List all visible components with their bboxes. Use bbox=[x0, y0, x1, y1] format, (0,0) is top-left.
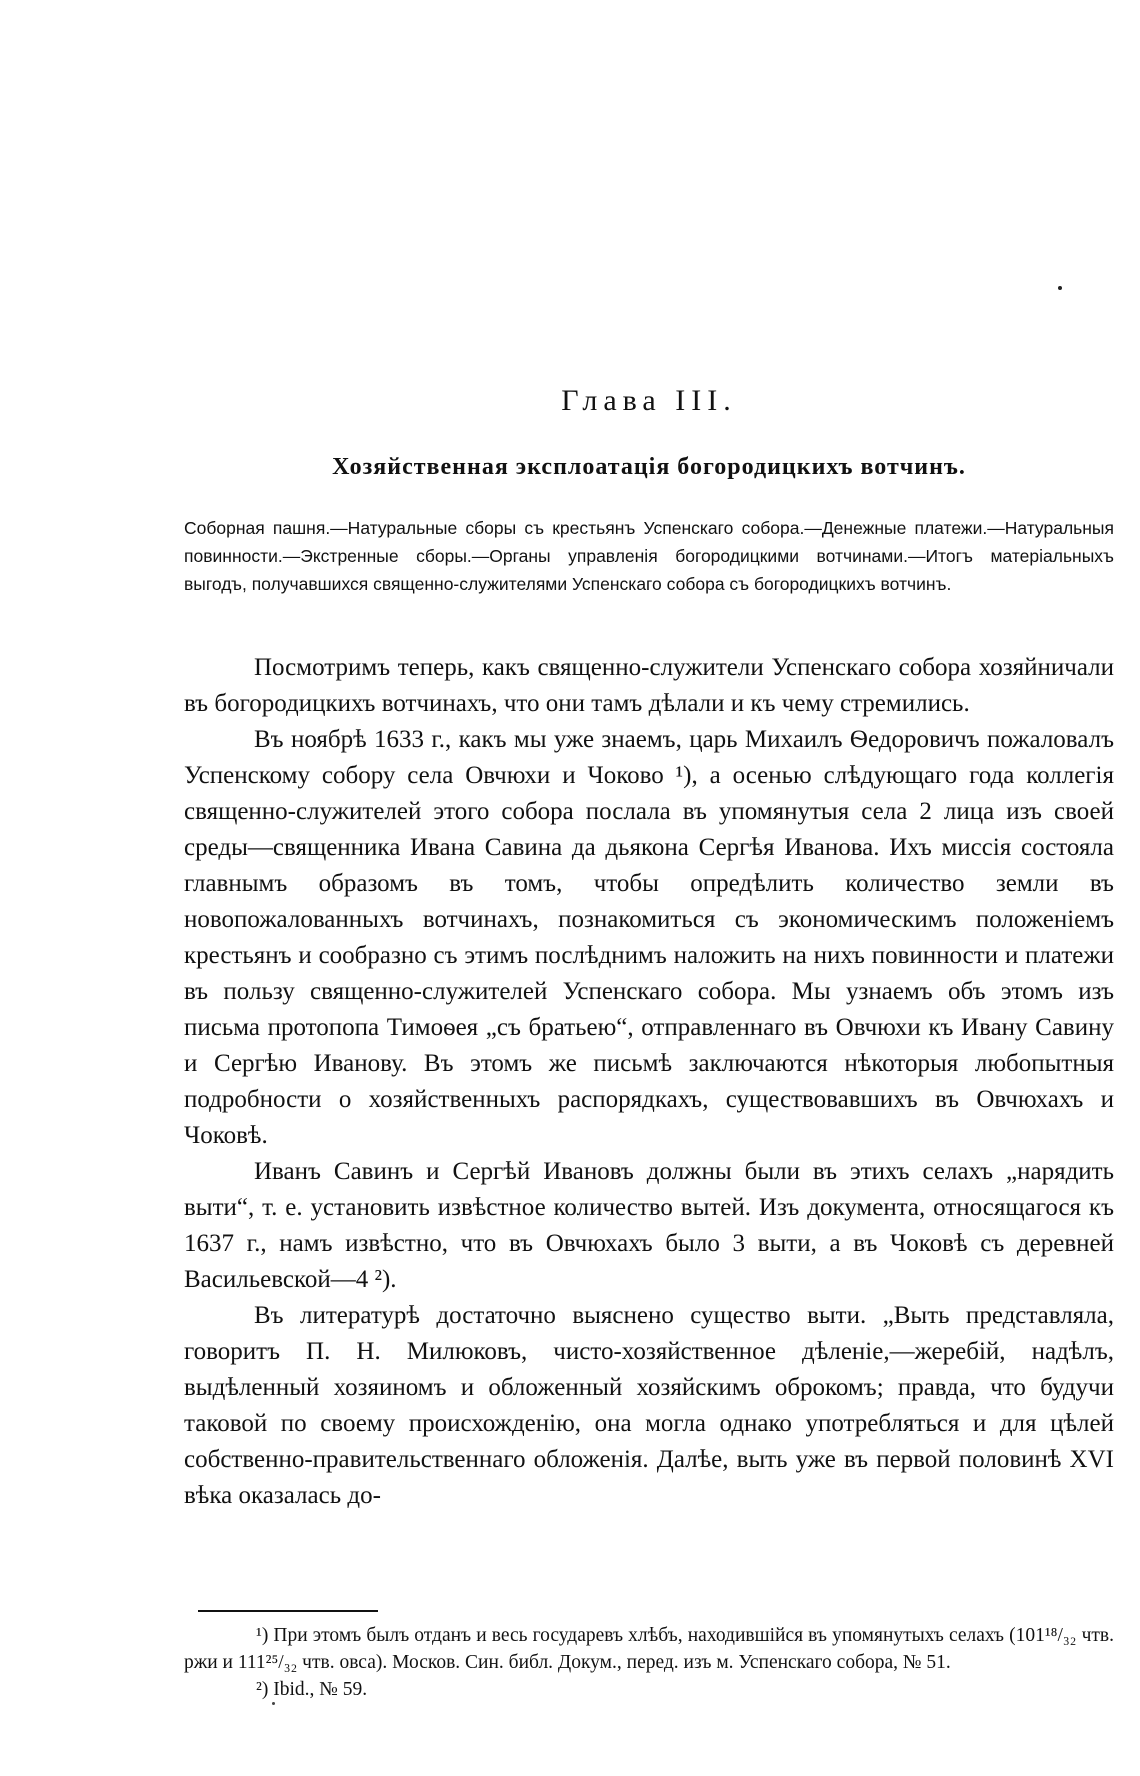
chapter-heading: Глава III. bbox=[561, 384, 737, 417]
paragraph: Иванъ Савинъ и Сергѣй Ивановъ должны были въ этихъ селахъ „нарядить выти“, т. е. установить извѣстное количество вытей. Изъ документа, относящагося къ 1637 г., намъ извѣстно, что въ Овчюхахъ было 3 выти, а въ Чоковѣ съ деревней Васильевской—4 ²). bbox=[184, 1158, 1114, 1293]
footnote: ¹) При этомъ былъ отданъ и весь государевъ хлѣбъ, находившійся въ упомянутыхъ селахъ (101¹⁸/₃₂ чтв. ржи и 111²⁵/₃₂ чтв. овса). Москов. Син. библ. Докум., перед. изъ м. Успенскаго собора, № 51. bbox=[184, 1625, 1114, 1673]
chapter-title: Хозяйственная эксплоатація богородицкихъ вотчинъ. bbox=[332, 454, 966, 480]
main-text bbox=[184, 650, 1114, 1514]
paragraph: Посмотримъ теперь, какъ священно-служители Успенскаго собора хозяйничали въ богородицкихъ вотчинахъ, что они тамъ дѣлали и къ чему стремились. bbox=[184, 654, 1114, 717]
chapter-summary: Соборная пашня.—Натуральные сборы съ крестьянъ Успенскаго собора.—Денежные платежи.—Натуральныя повинности.—Экстренные сборы.—Органы управленія богородицкими вотчинами.—Итогъ матеріальныхъ выгодъ, получавшихся священно-служителями Успенскаго собора съ богородицкихъ вотчинъ. bbox=[184, 518, 1114, 594]
footnote: ²) Ibid., № 59. bbox=[256, 1679, 368, 1700]
footnote-rule bbox=[198, 1610, 378, 1612]
paragraph: Въ литературѣ достаточно выяснено существо выти. „Выть представляла, говоритъ П. Н. Милюковъ, чисто-хозяйственное дѣленіе,—жеребій, надѣлъ, выдѣленный хозяиномъ и обложенный хозяйскимъ оброкомъ; правда, что будучи таковой по своему происхожденію, она могла однако употребляться и для цѣлей собственно-правительственнаго обложенія. Далѣе, выть уже въ первой половинѣ XVI вѣка оказалась до- bbox=[184, 1302, 1114, 1509]
footnotes bbox=[184, 1622, 1114, 1703]
paragraph: Въ ноябрѣ 1633 г., какъ мы уже знаемъ, царь Михаилъ Ѳедоровичъ пожаловалъ Успенскому собору села Овчюхи и Чоково ¹), а осенью слѣдующаго года коллегія священно-служителей этого собора послала въ упомянутыя села 2 лица изъ своей среды—священника Ивана Савина да дьякона Сергѣя Иванова. Ихъ миссія состояла главнымъ образомъ въ томъ, чтобы опредѣлить количество земли въ новопожалованныхъ вотчинахъ, познакомиться съ экономическимъ положеніемъ крестьянъ и сообразно съ этимъ послѣднимъ наложить на нихъ повинности и платежи въ пользу священно-служителей Успенскаго собора. Мы узнаемъ объ этомъ изъ письма протопопа Тимоѳея „съ братьею“, отправленнаго въ Овчюхи къ Ивану Савину и Сергѣю Иванову. Въ этомъ же письмѣ заключаются нѣкоторыя любопытныя подробности о хозяйственныхъ распорядкахъ, существовавшихъ въ Овчюхахъ и Чоковѣ. bbox=[184, 726, 1114, 1149]
book-page bbox=[184, 0, 1114, 1776]
